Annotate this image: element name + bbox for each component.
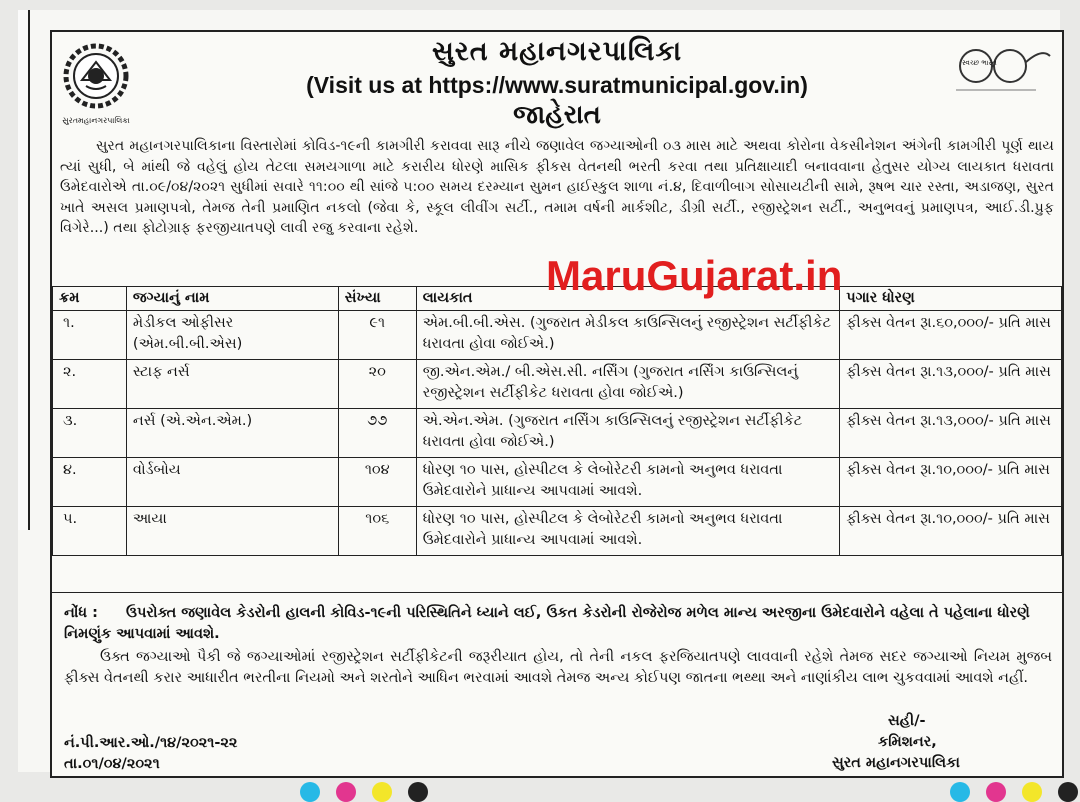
registration-dot-magenta [336, 782, 356, 802]
note-paragraph: ઉક્ત જગ્યાઓ પૈકી જે જગ્યાઓમાં રજીસ્ટ્રેશન સર્ટીફીકેટની જરૂરીયાત હોય, તો તેની નકલ ફરજિયાતપણે લાવવાની રહેશે તેમજ સદર જગ્યાઓ નિયમ મુજબ ફીક્સ વેતનથી કરાર આધારીત ભરતીના નિયમો અને શરતોને આધિન ભરવામાં આવશે તેમજ અન્ય કોઈપણ જાતના ભથ્થા અને નાણાંકીય લાભ ચુકવવામાં આવશે નહીં. [64, 649, 1052, 686]
registration-dot-cyan [300, 782, 320, 802]
note-line [64, 603, 1052, 645]
registration-dot-yellow [1022, 782, 1042, 802]
row-post: નર્સ (એ.એન.એમ.) [126, 409, 338, 458]
signed-label: સહી/- [888, 713, 926, 729]
row-qualification: જી.એન.એમ./ બી.એસ.સી. નર્સિંગ (ગુજરાત નર્સિંગ કાઉન્સિલનું રજીસ્ટ્રેશન સર્ટીફીકેટ ધરાવતા હોવા જોઈએ.) [416, 360, 839, 409]
table-row [53, 409, 1062, 458]
row-post: સ્ટાફ નર્સ [126, 360, 338, 409]
reference-block [64, 733, 237, 775]
row-count: ૯૧ [338, 311, 416, 360]
emblem-caption: સુરતમહાનગરપાલિકા [62, 116, 130, 125]
vacancy-table [52, 286, 1062, 556]
row-count: ૧૦૪ [338, 458, 416, 507]
row-pay: ફીક્સ વેતન રૂા.૬૦,૦૦૦/- પ્રતિ માસ [840, 311, 1062, 360]
print-registration-marks [0, 776, 1080, 796]
row-post: આયા [126, 507, 338, 556]
newspaper-page [18, 10, 1060, 772]
row-pay: ફીક્સ વેતન રૂા.૧૦,૦૦૦/- પ્રતિ માસ [840, 507, 1062, 556]
watermark-text: MaruGujarat.in [546, 252, 843, 299]
row-sr: ૧. [53, 311, 127, 360]
header-sr: ક્રમ [53, 287, 127, 311]
website-link[interactable]: (Visit us at https://www.suratmunicipal.gov.in) [306, 72, 808, 98]
swachh-logo-text: સ્વચ્છ ભારત [962, 59, 997, 67]
row-count: ૨૦ [338, 360, 416, 409]
designation: કમિશનર, [878, 734, 937, 750]
org-title: સુરત મહાનગરપાલિકા [431, 36, 683, 67]
table-row [53, 360, 1062, 409]
row-count: ૧૦૬ [338, 507, 416, 556]
row-pay: ફીક્સ વેતન રૂા.૧૩,૦૦૦/- પ્રતિ માસ [840, 360, 1062, 409]
row-sr: ૪. [53, 458, 127, 507]
registration-dot-cyan [950, 782, 970, 802]
note-label: નોંધ : [64, 605, 98, 621]
row-qualification: ધોરણ ૧૦ પાસ, હોસ્પીટલ કે લેબોરેટરી કામનો અનુભવ ધરાવતા ઉમેદવારોને પ્રાધાન્ય આપવામાં આવશે. [416, 507, 839, 556]
note-text: ઉપરોક્ત જણાવેલ કેડરોની હાલની કોવિડ-૧૯ની પરિસ્થિતિને ધ્યાને લઈ, ઉકત કેડરોની રોજેરોજ મળેલ માન્ય અરજીના ઉમેદવારોને વહેલા તે પહેલાના ધોરણે નિમણુંક આપવામાં આવશે. [64, 605, 1030, 642]
registration-dot-black [1058, 782, 1078, 802]
table-row [53, 311, 1062, 360]
signature-block [832, 711, 1052, 774]
registration-dot-black [408, 782, 428, 802]
row-post: મેડીકલ ઓફીસર (એમ.બી.બી.એસ) [126, 311, 338, 360]
row-post: વોર્ડબોય [126, 458, 338, 507]
adjacent-column-edge [18, 10, 30, 530]
row-pay: ફીક્સ વેતન રૂા.૧૦,૦૦૦/- પ્રતિ માસ [840, 458, 1062, 507]
header-post: જગ્યાનું નામ [126, 287, 338, 311]
registration-dot-magenta [986, 782, 1006, 802]
table-row [53, 458, 1062, 507]
row-qualification: એમ.બી.બી.એસ. (ગુજરાત મેડીકલ કાઉન્સિલનું રજીસ્ટ્રેશન સર્ટીફીકેટ ધરાવતા હોવા જોઈએ.) [416, 311, 839, 360]
row-sr: ૨. [53, 360, 127, 409]
reference-number: નં.પી.આર.ઓ./૧૪/૨૦૨૧-૨૨ [64, 735, 238, 751]
row-qualification: એ.એન.એમ. (ગુજરાત નર્સિંગ કાઉન્સિલનું રજીસ્ટ્રેશન સર્ટીફીકેટ ધરાવતા હોવા જોઈએ.) [416, 409, 839, 458]
intro-paragraph: સુરત મહાનગરપાલિકાના વિસ્તારોમાં કોવિડ-૧૯ની કામગીરી કરાવવા સારૂ નીચે જણાવેલ જગ્યાઓની ૦૩ માસ માટે અથવા કોરોના વેકસીનેશન અંગેની કામગીરી પૂર્ણ થાય ત્યાં સુધી, બે માંથી જે વહેલું હોય તેટલા સમયગાળા માટે કરારીય ધોરણે માસિક ફીકસ વેતનથી ભરતી કરવા તથા પ્રતિક્ષાયાદી બનાવવાના હેતુસર યોગ્ય લાયકાત ધરાવતા ઉમેદવારોએ તા.૦૯/૦૪/૨૦૨૧ સુધીમાં સવારે ૧૧:૦૦ થી સાંજે ૫:૦૦ સમય દરમ્યાન સુમન હાઈસ્કુલ શાળા નં.૪, દિવાળીબાગ સોસાયટીની સામે, રૂષભ ચાર રસ્તા, અડાજણ, સુરત ખાતે અસલ પ્રમાણપત્રો, તેમજ તેની પ્રમાણિત નકલો (જેવા કે, સ્કૂલ લીવીંગ સર્ટી., તમામ વર્ષની માર્કશીટ, ડીગ્રી સર્ટી., રજીસ્ટ્રેશન સર્ટી., અનુભવનું પ્રમાણપત્ર, આઈ.ડી.પ્રુફ વિગેરે...) તથા ફોટોગ્રાફ ફરજીયાતપણે લાવી રજુ કરવાના રહેશે. [60, 138, 1054, 237]
reference-date: તા.૦૧/૦૪/૨૦૨૧ [64, 756, 160, 772]
header-qualification: લાયકાત [416, 287, 839, 311]
row-count: ૭૭ [338, 409, 416, 458]
row-sr: ૫. [53, 507, 127, 556]
row-sr: ૩. [53, 409, 127, 458]
advertisement-heading: જાહેરાત [513, 100, 601, 130]
row-pay: ફીક્સ વેતન રૂા.૧૩,૦૦૦/- પ્રતિ માસ [840, 409, 1062, 458]
registration-dot-yellow [372, 782, 392, 802]
row-qualification: ધોરણ ૧૦ પાસ, હોસ્પીટલ કે લેબોરેટરી કામનો અનુભવ ધરાવતા ઉમેદવારોને પ્રાધાન્ય આપવામાં આવશે. [416, 458, 839, 507]
signatory-org: સુરત મહાનગરપાલિકા [832, 755, 960, 771]
header-count: સંખ્યા [338, 287, 416, 311]
notes-section [52, 592, 1062, 779]
advertisement-box [50, 30, 1064, 778]
header-pay: પગાર ધોરણ [840, 287, 1062, 311]
table-row [53, 507, 1062, 556]
